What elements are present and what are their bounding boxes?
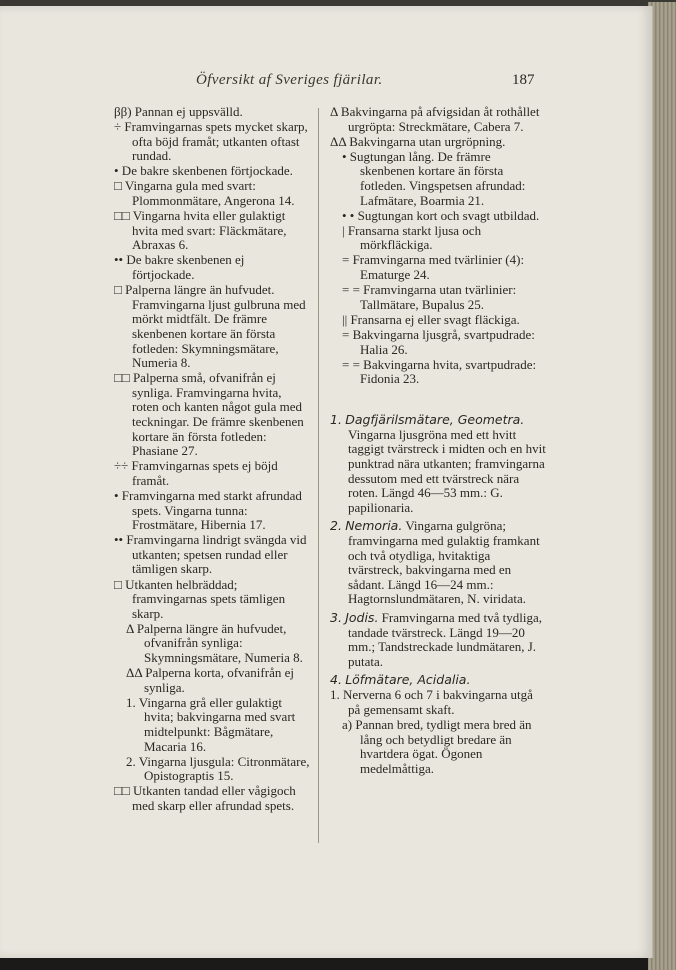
section-number: 2.	[330, 518, 342, 534]
key-entry: • • Sugtungan kort och svagt utbildad.	[342, 207, 540, 223]
key-entry: 1. Nerverna 6 och 7 i bakvingarna utgå på gemensamt skaft.	[330, 687, 533, 718]
section-name: Nemoria.	[345, 518, 403, 534]
key-entry: ÷÷ Framvingarnas spets ej böjd framåt.	[114, 458, 278, 488]
genus-entry-geometra	[330, 413, 546, 515]
right-column	[330, 105, 546, 777]
section-gap	[330, 387, 546, 409]
key-entry: = Bakvingarna ljusgrå, svartpudrade: Halia 26.	[342, 326, 535, 357]
key-entry: •• Framvingarna lindrigt svängda vid utkanten; spetsen rundad eller tämligen skarp.	[114, 532, 307, 577]
key-entry: = = Framvingarna utan tvärlinier: Tallmätare, Bupalus 25.	[342, 282, 517, 312]
key-entry: □ Palperna längre än hufvudet. Framvingarna ljust gulbruna med mörkt midtfält. De främre skenbenen kortare än första fotleden: Skymningsmätare, Numeria 8.	[114, 282, 306, 371]
page-number: 187	[512, 72, 535, 88]
key-entry: □□ Vingarna hvita eller gulaktigt hvita med svart: Fläckmätare, Abraxas 6.	[114, 208, 287, 253]
book-page	[0, 6, 653, 958]
key-entry: ββ) Pannan ej uppsvälld.	[114, 104, 243, 119]
key-entry: ÷ Framvingarnas spets mycket skarp, ofta böjd framåt; utkanten oftast rundad.	[114, 119, 308, 164]
key-entry: • De bakre skenbenen förtjockade.	[114, 163, 293, 179]
key-entry: □□ Utkanten tandad eller vågigoch med skarp eller afrundad spets.	[114, 783, 296, 813]
page-header	[0, 72, 652, 96]
genus-entry-nemoria	[330, 519, 546, 607]
section-number: 1.	[330, 412, 342, 428]
left-column	[114, 105, 310, 814]
section-text: Framvingarna med två tydliga, tandade tvärstreck. Längd 19—20 mm.; Tandstreckade lundmätaren, J. putata.	[348, 610, 542, 669]
section-text: Vingarna ljusgröna med ett hvitt taggigt tvärstreck i midten och en hvit punktrad nära utkanten; framvingarna dessutom med ett tvärstreck nära roten. Längd 46—53 mm.: G. papilionaria.	[348, 426, 546, 515]
key-entry: •• De bakre skenbenen ej förtjockade.	[114, 252, 245, 283]
key-entry: = Framvingarna med tvärlinier (4): Ematurge 24.	[342, 252, 525, 283]
section-name: Jodis.	[345, 610, 379, 625]
key-entry: □ Utkanten helbräddad; framvingarnas spets tämligen skarp.	[114, 576, 286, 621]
key-entry: 1. Vingarna grå eller gulaktigt hvita; bakvingarna med svart midtelpunkt: Bågmätare, Macaria 16.	[126, 694, 296, 754]
key-entry: a) Pannan bred, tydligt mera bred än lång och betydligt bredare än hvartdera ögat. Ögonen medelmåttiga.	[342, 717, 532, 776]
key-entry: = = Bakvingarna hvita, svartpudrade: Fidonia 23.	[342, 356, 537, 387]
section-name: Löfmätare, Acidalia.	[345, 672, 471, 688]
key-entry: • Framvingarna med starkt afrundad spets. Vingarna tunna: Frostmätare, Hibernia 17.	[114, 487, 302, 533]
section-text: Vingarna gulgröna; framvingarna med gulaktig framkant och två otydliga, hvitaktiga tvärstreck, bakvingarna med en sådant. Längd 16—24 mm.: Hagtornslundmätaren, N. viridata.	[348, 518, 540, 607]
section-number: 3.	[330, 610, 342, 625]
running-title: Öfversikt af Sveriges fjärilar.	[196, 72, 383, 88]
column-divider	[318, 108, 319, 843]
key-entry: □ Vingarna gula med svart: Plommonmätare, Angerona 14.	[114, 178, 295, 209]
section-name: Dagfjärilsmätare, Geometra.	[345, 412, 525, 428]
key-entry: ΔΔ Bakvingarna utan urgröpning.	[330, 133, 506, 149]
key-entry: 2. Vingarna ljusgula: Citronmätare, Opistograptis 15.	[126, 753, 310, 784]
key-entry: □□ Palperna små, ofvanifrån ej synliga. Framvingarna hvita, roten och kanten något gula med teckningar. De främre skenbenen kortare än första fotleden: Phasiane 27.	[114, 370, 304, 459]
key-entry: Δ Bakvingarna på afvigsidan åt rothållet urgröpta: Streckmätare, Cabera 7.	[330, 104, 540, 134]
genus-entry-acidalia	[330, 673, 546, 688]
genus-entry-jodis	[330, 611, 546, 669]
key-entry: Δ Palperna längre än hufvudet, ofvanifrån synliga: Skymningsmätare, Numeria 8.	[126, 620, 303, 665]
key-entry: • Sugtungan lång. De främre skenbenen kortare än första fotleden. Vingspetsen afrundad: Lafmätare, Boarmia 21.	[342, 148, 526, 208]
key-entry: ΔΔ Palperna korta, ofvanifrån ej synliga.	[126, 665, 294, 695]
section-number: 4.	[330, 672, 342, 688]
key-entry: || Fransarna ej eller svagt fläckiga.	[342, 311, 520, 327]
key-entry: | Fransarna starkt ljusa och mörkfläckiga.	[342, 222, 482, 253]
